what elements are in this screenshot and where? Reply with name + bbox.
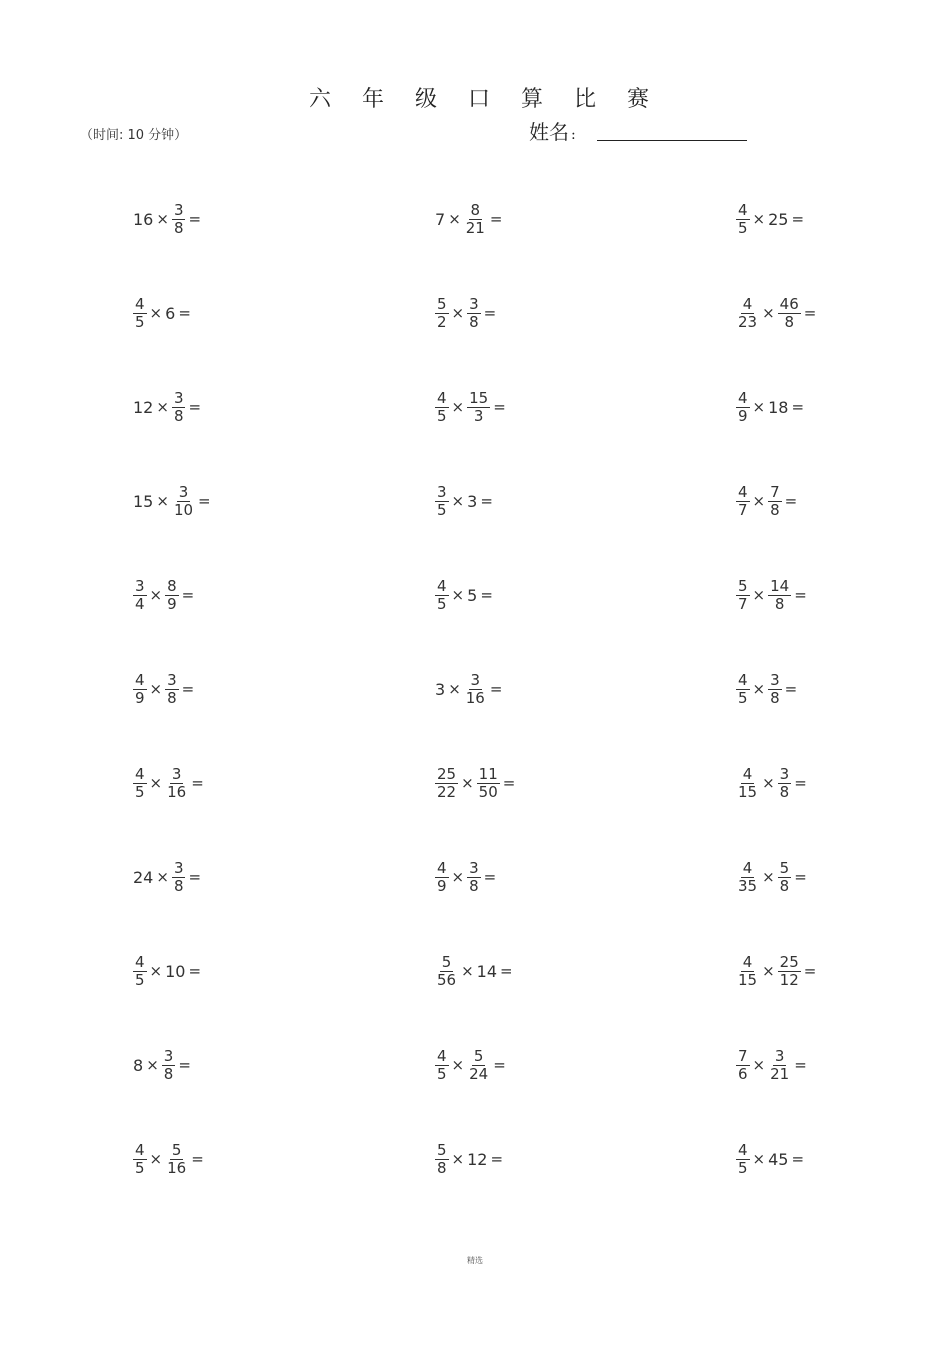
numerator: 4 (135, 1140, 145, 1159)
denominator: 8 (770, 688, 780, 707)
times-sign: × (149, 1150, 163, 1168)
equals-sign: = (483, 868, 497, 886)
problem-item (132, 478, 213, 524)
times-sign: × (451, 398, 465, 416)
equals-sign: = (178, 1056, 191, 1074)
fraction-operand (435, 860, 449, 895)
times-sign: × (762, 962, 775, 980)
problem-item (132, 572, 196, 618)
denominator: 5 (738, 688, 748, 707)
denominator: 5 (437, 594, 447, 613)
equals-sign: = (480, 492, 493, 510)
equals-sign: = (803, 962, 817, 980)
equals-sign: = (791, 210, 805, 228)
problem-item (735, 666, 799, 712)
integer-operand: 6 (165, 303, 176, 323)
problem-item (434, 1042, 508, 1088)
denominator: 5 (437, 406, 447, 425)
numerator: 4 (135, 670, 145, 689)
denominator: 8 (163, 1064, 174, 1083)
numerator: 11 (478, 764, 498, 783)
denominator: 23 (738, 312, 758, 331)
denominator: 8 (779, 782, 790, 801)
problem-row (0, 572, 950, 666)
times-sign: × (752, 210, 766, 228)
equals-sign: = (794, 1056, 807, 1074)
times-sign: × (762, 868, 775, 886)
numerator: 4 (738, 200, 748, 219)
problem-item (434, 572, 495, 618)
denominator: 8 (784, 312, 794, 331)
integer-operand: 7 (435, 209, 446, 229)
times-sign: × (451, 1056, 465, 1074)
numerator: 3 (774, 1046, 785, 1065)
fraction-operand (778, 296, 801, 331)
numerator: 4 (437, 1046, 447, 1065)
denominator: 56 (437, 970, 457, 989)
numerator: 4 (437, 858, 447, 877)
denominator: 16 (465, 688, 485, 707)
equals-sign: = (489, 680, 503, 698)
numerator: 3 (469, 294, 479, 313)
time-limit-note: （时间: 10 分钟） (80, 128, 188, 143)
problem-item (132, 1042, 193, 1088)
times-sign: × (156, 492, 169, 510)
times-sign: × (752, 680, 766, 698)
numerator: 3 (173, 858, 184, 877)
problem-item (434, 760, 517, 806)
times-sign: × (451, 492, 465, 510)
fraction-operand (736, 1142, 750, 1177)
times-sign: × (451, 1150, 465, 1168)
problem-row (0, 854, 950, 948)
equals-sign: = (791, 398, 805, 416)
fraction-operand (133, 1142, 147, 1177)
denominator: 22 (437, 782, 457, 801)
problem-grid (0, 196, 950, 1230)
equals-sign: = (198, 492, 211, 510)
fraction-operand (165, 1142, 188, 1177)
fraction-operand (768, 672, 782, 707)
fraction-operand (768, 578, 791, 613)
numerator: 5 (738, 576, 748, 595)
equals-sign: = (791, 1150, 805, 1168)
times-sign: × (448, 680, 461, 698)
numerator: 4 (742, 858, 753, 877)
numerator: 3 (470, 670, 481, 689)
numerator: 3 (171, 764, 182, 783)
footer-note: 精选 (467, 1256, 483, 1265)
denominator: 5 (738, 218, 748, 237)
problem-row (0, 478, 950, 572)
page-title: 六 年 级 口 算 比 赛 (309, 87, 661, 112)
numerator: 4 (738, 388, 748, 407)
problem-item (132, 854, 203, 900)
denominator: 7 (738, 594, 748, 613)
fraction-operand (172, 390, 186, 425)
denominator: 8 (173, 876, 184, 895)
denominator: 15 (738, 782, 758, 801)
denominator: 21 (770, 1064, 790, 1083)
fraction-operand (467, 1048, 490, 1083)
times-sign: × (146, 1056, 159, 1074)
problem-item (132, 196, 203, 242)
numerator: 8 (470, 200, 481, 219)
denominator: 50 (478, 782, 498, 801)
equals-sign: = (188, 962, 202, 980)
problem-item (735, 290, 818, 336)
denominator: 35 (738, 876, 758, 895)
times-sign: × (451, 586, 465, 604)
fraction-operand (165, 578, 179, 613)
problem-item (735, 478, 799, 524)
problem-row (0, 948, 950, 1042)
fraction-operand (435, 1048, 449, 1083)
numerator: 4 (738, 482, 748, 501)
equals-sign: = (483, 304, 497, 322)
integer-operand: 5 (467, 585, 478, 605)
fraction-operand (736, 954, 759, 989)
equals-sign: = (784, 680, 798, 698)
numerator: 5 (171, 1140, 182, 1159)
denominator: 12 (779, 970, 799, 989)
numerator: 4 (742, 764, 753, 783)
denominator: 8 (469, 876, 479, 895)
fraction-operand (736, 860, 759, 895)
times-sign: × (149, 962, 163, 980)
equals-sign: = (188, 868, 202, 886)
denominator: 6 (738, 1064, 748, 1083)
equals-sign: = (493, 398, 506, 416)
denominator: 21 (465, 218, 485, 237)
numerator: 4 (738, 670, 748, 689)
fraction-operand (435, 766, 458, 801)
times-sign: × (752, 586, 766, 604)
problem-row (0, 384, 950, 478)
problem-item (434, 854, 498, 900)
fraction-operand (467, 860, 481, 895)
equals-sign: = (188, 398, 202, 416)
problem-item (735, 1042, 809, 1088)
numerator: 3 (135, 576, 145, 595)
fraction-operand (172, 202, 186, 237)
fraction-operand (172, 860, 186, 895)
fraction-operand (778, 954, 801, 989)
integer-operand: 3 (467, 491, 478, 511)
denominator: 5 (437, 500, 447, 519)
problem-item (434, 948, 515, 994)
denominator: 8 (774, 594, 785, 613)
numerator: 46 (779, 294, 799, 313)
fraction-operand (435, 578, 449, 613)
times-sign: × (149, 586, 163, 604)
problem-item (132, 1136, 206, 1182)
times-sign: × (156, 398, 169, 416)
fraction-operand (477, 766, 500, 801)
problem-row (0, 760, 950, 854)
denominator: 5 (135, 782, 145, 801)
problem-item (132, 290, 193, 336)
problem-row (0, 196, 950, 290)
equals-sign: = (191, 1150, 204, 1168)
denominator: 8 (770, 500, 780, 519)
problem-item (735, 1136, 806, 1182)
integer-operand: 15 (133, 491, 154, 511)
numerator: 4 (742, 294, 753, 313)
times-sign: × (752, 398, 766, 416)
times-sign: × (149, 680, 163, 698)
fraction-operand (133, 672, 147, 707)
denominator: 8 (173, 406, 184, 425)
denominator: 2 (437, 312, 447, 331)
numerator: 3 (178, 482, 189, 501)
denominator: 9 (167, 594, 177, 613)
denominator: 8 (437, 1158, 447, 1177)
numerator: 7 (770, 482, 780, 501)
numerator: 3 (167, 670, 177, 689)
fraction-operand (467, 390, 490, 425)
times-sign: × (156, 210, 169, 228)
times-sign: × (156, 868, 169, 886)
integer-operand: 3 (435, 679, 446, 699)
fraction-operand (778, 766, 792, 801)
fraction-operand (768, 1048, 791, 1083)
fraction-operand (172, 484, 195, 519)
equals-sign: = (502, 774, 516, 792)
fraction-operand (133, 766, 147, 801)
integer-operand: 45 (768, 1149, 789, 1169)
numerator: 4 (437, 388, 447, 407)
problem-item (434, 666, 504, 712)
problem-item (434, 478, 495, 524)
denominator: 10 (173, 500, 194, 519)
equals-sign: = (480, 586, 493, 604)
denominator: 9 (135, 688, 145, 707)
numerator: 25 (779, 952, 799, 971)
denominator: 5 (437, 1064, 447, 1083)
times-sign: × (752, 1056, 766, 1074)
numerator: 4 (437, 576, 447, 595)
fraction-operand (464, 672, 487, 707)
integer-operand: 16 (133, 209, 154, 229)
numerator: 4 (135, 764, 145, 783)
denominator: 4 (135, 594, 145, 613)
equals-sign: = (803, 304, 817, 322)
equals-sign: = (794, 586, 807, 604)
fraction-operand (162, 1048, 176, 1083)
fraction-operand (165, 672, 179, 707)
denominator: 8 (167, 688, 177, 707)
numerator: 5 (437, 1140, 447, 1159)
fraction-operand (435, 296, 449, 331)
problem-item (434, 384, 508, 430)
numerator: 3 (173, 200, 184, 219)
times-sign: × (451, 868, 465, 886)
times-sign: × (752, 1150, 766, 1168)
denominator: 16 (167, 782, 187, 801)
numerator: 4 (135, 294, 145, 313)
integer-operand: 12 (133, 397, 154, 417)
problem-row (0, 290, 950, 384)
fraction-operand (435, 390, 449, 425)
numerator: 14 (770, 576, 790, 595)
problem-item (434, 290, 498, 336)
fraction-operand (736, 484, 750, 519)
fraction-operand (778, 860, 792, 895)
numerator: 7 (738, 1046, 748, 1065)
fraction-operand (435, 1142, 449, 1177)
numerator: 4 (738, 1140, 748, 1159)
integer-operand: 24 (133, 867, 154, 887)
problem-item (132, 948, 203, 994)
fraction-operand (736, 296, 759, 331)
integer-operand: 10 (165, 961, 186, 981)
equals-sign: = (784, 492, 798, 510)
denominator: 9 (437, 876, 447, 895)
problem-item (434, 196, 504, 242)
fraction-operand (736, 1048, 750, 1083)
numerator: 5 (441, 952, 452, 971)
equals-sign: = (181, 680, 195, 698)
fraction-operand (736, 766, 759, 801)
denominator: 15 (738, 970, 758, 989)
problem-row (0, 1042, 950, 1136)
denominator: 3 (473, 406, 484, 425)
problem-item (735, 948, 818, 994)
denominator: 8 (173, 218, 184, 237)
times-sign: × (461, 774, 474, 792)
name-blank-line (597, 140, 747, 141)
numerator: 3 (173, 388, 184, 407)
numerator: 5 (473, 1046, 484, 1065)
times-sign: × (461, 962, 474, 980)
problem-item (434, 1136, 505, 1182)
problem-item (735, 760, 809, 806)
fraction-operand (435, 954, 458, 989)
denominator: 7 (738, 500, 748, 519)
numerator: 3 (469, 858, 479, 877)
denominator: 8 (469, 312, 479, 331)
fraction-operand (736, 578, 750, 613)
numerator: 15 (469, 388, 489, 407)
problem-item (735, 572, 809, 618)
fraction-operand (133, 296, 147, 331)
fraction-operand (133, 954, 147, 989)
integer-operand: 14 (476, 961, 498, 981)
integer-operand: 12 (467, 1149, 488, 1169)
fraction-operand (736, 202, 750, 237)
denominator: 5 (738, 1158, 748, 1177)
fraction-operand (435, 484, 449, 519)
numerator: 25 (437, 764, 457, 783)
problem-item (132, 760, 206, 806)
denominator: 16 (167, 1158, 187, 1177)
denominator: 8 (779, 876, 790, 895)
numerator: 5 (437, 294, 447, 313)
name-colon: : (571, 127, 576, 143)
times-sign: × (149, 774, 163, 792)
times-sign: × (762, 304, 775, 322)
numerator: 3 (163, 1046, 174, 1065)
times-sign: × (448, 210, 461, 228)
numerator: 3 (770, 670, 780, 689)
numerator: 3 (779, 764, 790, 783)
integer-operand: 25 (768, 209, 789, 229)
fraction-operand (464, 202, 487, 237)
equals-sign: = (794, 774, 807, 792)
numerator: 4 (135, 952, 145, 971)
numerator: 4 (742, 952, 753, 971)
denominator: 24 (469, 1064, 489, 1083)
problem-row (0, 1136, 950, 1230)
name-field (529, 116, 582, 145)
name-label: 姓名 (529, 120, 569, 144)
equals-sign: = (191, 774, 204, 792)
equals-sign: = (489, 210, 503, 228)
equals-sign: = (490, 1150, 504, 1168)
fraction-operand (768, 484, 782, 519)
problem-item (132, 666, 196, 712)
fraction-operand (736, 672, 750, 707)
fraction-operand (736, 390, 750, 425)
problem-item (735, 854, 809, 900)
problem-item (735, 196, 806, 242)
times-sign: × (762, 774, 775, 792)
equals-sign: = (188, 210, 202, 228)
numerator: 5 (779, 858, 790, 877)
problem-item (132, 384, 203, 430)
fraction-operand (133, 578, 147, 613)
fraction-operand (467, 296, 481, 331)
equals-sign: = (500, 962, 513, 980)
denominator: 5 (135, 970, 145, 989)
times-sign: × (451, 304, 465, 322)
equals-sign: = (794, 868, 807, 886)
numerator: 3 (437, 482, 447, 501)
integer-operand: 8 (133, 1055, 144, 1075)
problem-row (0, 666, 950, 760)
times-sign: × (149, 304, 163, 322)
equals-sign: = (181, 586, 195, 604)
denominator: 5 (135, 1158, 145, 1177)
equals-sign: = (493, 1056, 506, 1074)
numerator: 8 (167, 576, 177, 595)
integer-operand: 18 (768, 397, 789, 417)
denominator: 9 (738, 406, 748, 425)
denominator: 5 (135, 312, 145, 331)
equals-sign: = (178, 304, 191, 322)
fraction-operand (165, 766, 188, 801)
problem-item (735, 384, 806, 430)
times-sign: × (752, 492, 766, 510)
